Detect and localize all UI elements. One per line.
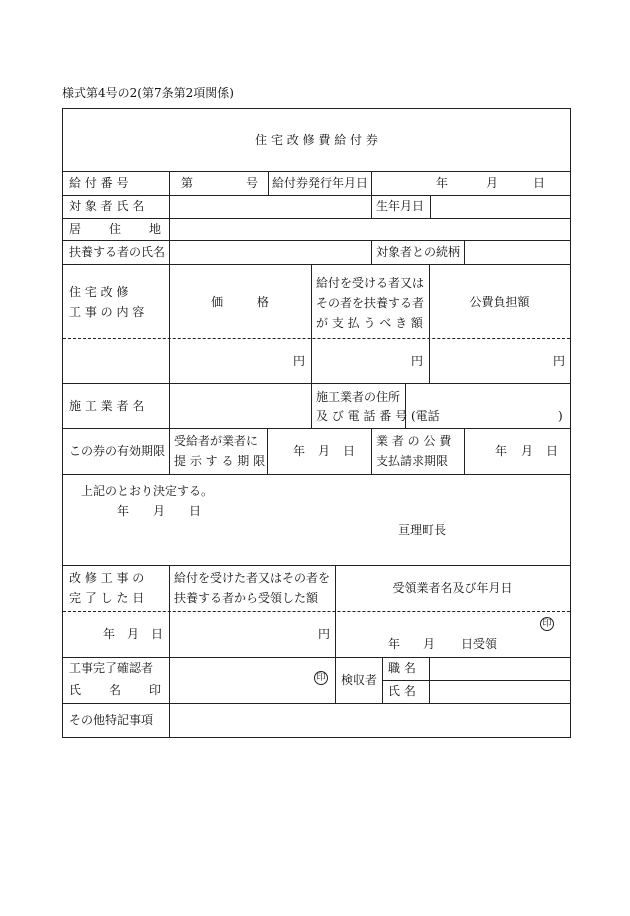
- seikyu-tsuki: 月: [521, 444, 534, 458]
- label-juryo-1: 給付を受けた者又はその者を: [174, 571, 331, 585]
- yen-kohi: 円: [553, 354, 566, 368]
- label-kyufu-bango: 給 付 番 号: [69, 176, 129, 190]
- seikyu-nen: 年: [495, 444, 508, 458]
- label-denwa-close: ): [558, 409, 563, 423]
- label-shoku: 職 名: [388, 661, 416, 675]
- teiji-hi: 日: [343, 444, 356, 458]
- label-yuko: この券の有効期限: [69, 444, 166, 458]
- label-go: 号: [246, 176, 259, 190]
- decision-nen: 年: [117, 504, 130, 518]
- label-kakaku: 価 格: [211, 295, 269, 309]
- label-gyosha-addr-1: 施工業者の住所: [316, 390, 401, 404]
- kanryo-hi: 日: [151, 627, 164, 641]
- label-denwa: (電話: [411, 409, 440, 423]
- seal-mark-juryo: 印: [540, 617, 554, 631]
- label-tsuki: 月: [486, 176, 499, 190]
- label-gyosha-addr-2: 及 び 電 話 番 号: [316, 409, 408, 423]
- label-zokugara: 対象者との続柄: [376, 245, 461, 259]
- label-teiji-2: 提 示 す る 期 限: [174, 454, 266, 468]
- decision-tsuki: 月: [153, 504, 166, 518]
- label-kakunin-2: 氏 名 印: [69, 683, 161, 697]
- kanryo-tsuki: 月: [127, 627, 140, 641]
- label-dai: 第: [181, 176, 194, 190]
- label-shimei: 氏 名: [388, 684, 416, 698]
- label-kanryo-2: 完 了 し た 日: [69, 591, 145, 605]
- juryo-tsuki: 月: [423, 637, 436, 651]
- seal-mark-kakunin: 印: [314, 671, 328, 685]
- voucher-form: [62, 108, 571, 738]
- label-juryo-2: 扶養する者から受領した額: [174, 591, 319, 605]
- teiji-nen: 年: [293, 444, 306, 458]
- label-kakunin-1: 工事完了確認者: [69, 661, 154, 675]
- label-juryo-gyosha: 受領業者名及び年月日: [392, 581, 513, 595]
- yen-kakaku: 円: [293, 354, 306, 368]
- mayor-signature: 亘理町長: [398, 523, 447, 537]
- label-gyosha-name: 施 工 業 者 名: [69, 399, 145, 413]
- label-kanryo-1: 改 修 工 事 の: [69, 571, 145, 585]
- form-number-caption: 様式第4号の2(第7条第2項関係): [62, 86, 234, 100]
- yen-juryo: 円: [318, 627, 331, 641]
- label-teiji-1: 受給者が業者に: [174, 434, 259, 448]
- juryo-hi: 日受領: [461, 637, 498, 651]
- label-futan-3: が 支 払 う べ き 額: [316, 316, 423, 330]
- label-sonota: その他特記事項: [69, 713, 154, 727]
- form-title: 住 宅 改 修 費 給 付 券: [255, 133, 378, 147]
- label-futan-1: 給付を受ける者又は: [316, 276, 425, 290]
- teiji-tsuki: 月: [318, 444, 331, 458]
- label-kaishu-naiyo-2: 工 事 の 内 容: [69, 305, 145, 319]
- label-seikyu-2: 支払請求期限: [376, 454, 449, 468]
- label-taisho-name: 対 象 者 氏 名: [69, 199, 145, 213]
- label-fuyo-name: 扶養する者の氏名: [69, 245, 166, 259]
- label-seikyu-1: 業 者 の 公 費: [376, 434, 452, 448]
- label-kohi: 公費負担額: [469, 295, 530, 309]
- juryo-nen: 年: [388, 637, 401, 651]
- yen-futan: 円: [411, 354, 424, 368]
- label-address: 居 住 地: [69, 222, 161, 236]
- kanryo-nen: 年: [103, 627, 116, 641]
- decision-hi: 日: [189, 504, 202, 518]
- label-kenshu: 検収者: [341, 673, 378, 687]
- decision-text: 上記のとおり決定する。: [81, 484, 214, 498]
- seikyu-hi: 日: [546, 444, 559, 458]
- label-hi: 日: [533, 176, 546, 190]
- label-birth: 生年月日: [376, 199, 425, 213]
- label-hakko-date: 給付券発行年月日: [272, 176, 369, 190]
- label-futan-2: その者を扶養する者: [316, 296, 425, 310]
- label-kaishu-naiyo-1: 住 宅 改 修: [69, 285, 129, 299]
- label-nen: 年: [436, 176, 449, 190]
